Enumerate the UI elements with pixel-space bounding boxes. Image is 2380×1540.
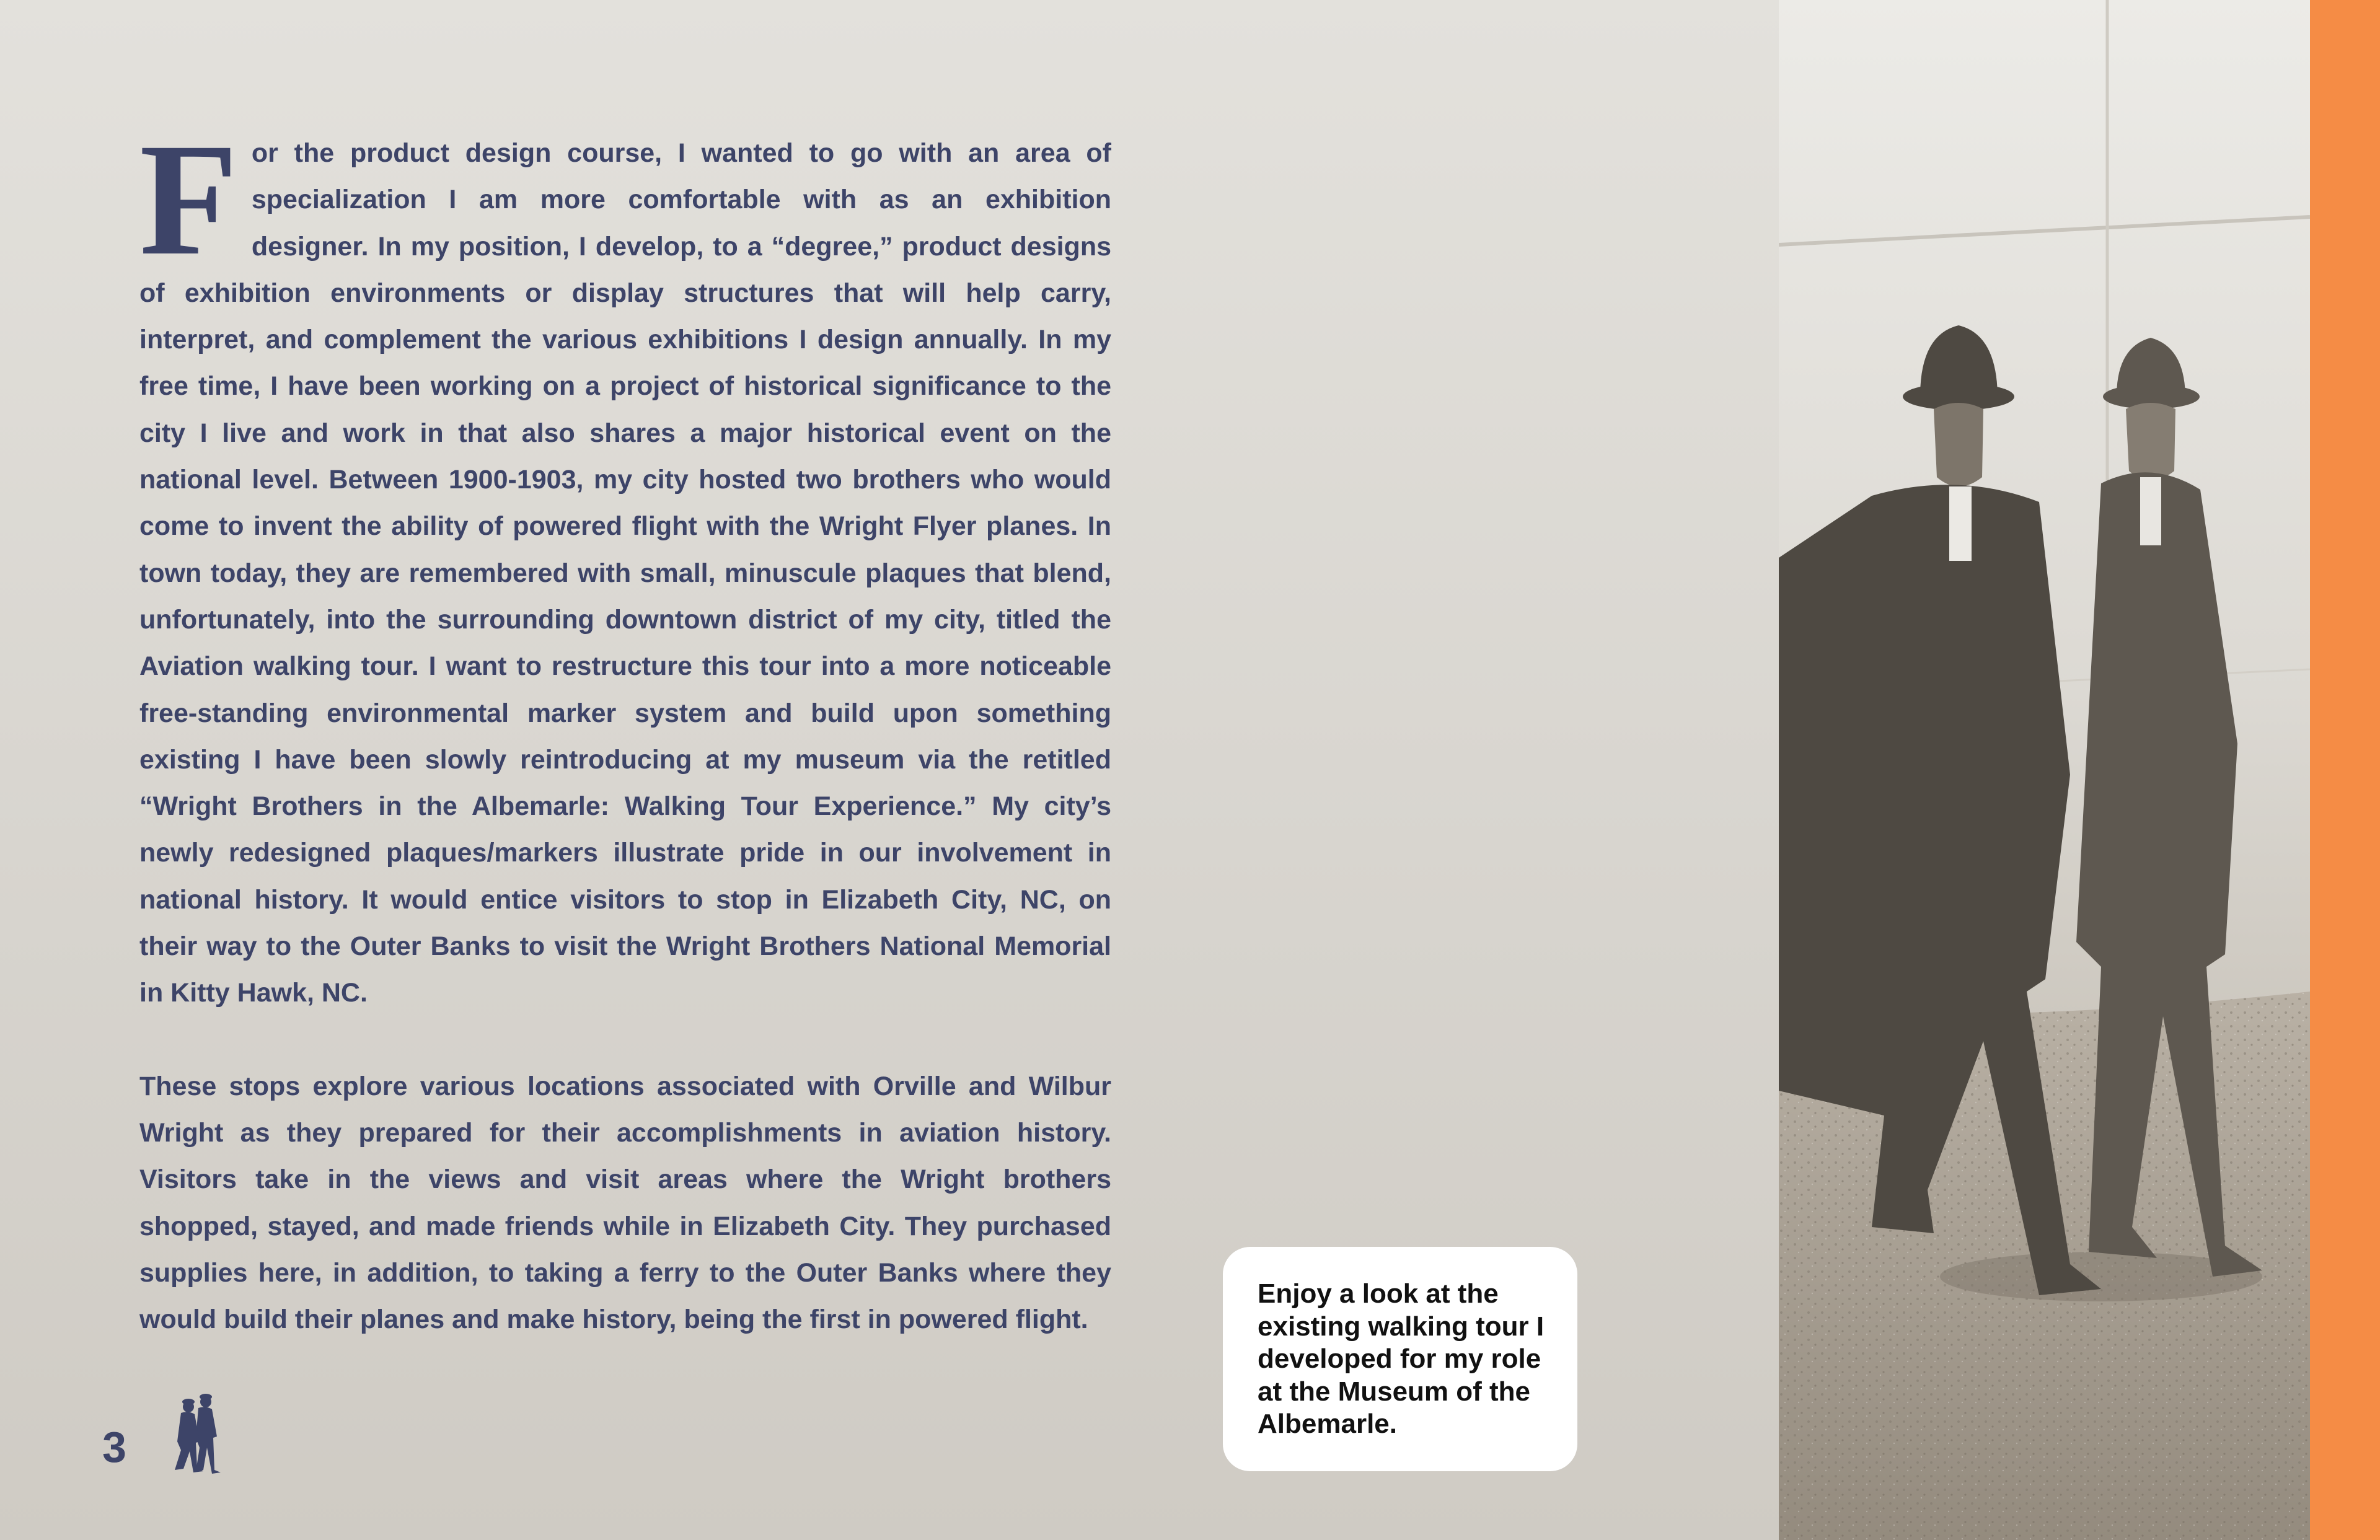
accent-bar <box>2310 0 2380 1540</box>
walking-men-icon <box>167 1388 229 1475</box>
page-number: 3 <box>102 1423 126 1471</box>
callout-box <box>1223 1247 1577 1471</box>
paragraph-1 <box>139 110 1111 1017</box>
drop-cap: F <box>139 110 238 289</box>
wright-brothers-photo <box>1779 0 2310 1540</box>
paragraph-1-text: or the product design course, I wanted to go with an area of specialization I am more comfortable with as an exhibition designer. In my position, I develop, to a “degree,” product designs of exhibition environments or display structures that will help carry, interpret, and complement the various exhibitions I design annually. In my free time, I have been working on a project of historical significance to the city I live and work in that also shares a major historical event on the national level. Between 1900-1903, my city hosted two brothers who would come to invent the ability of powered flight with the Wright Flyer planes. In town today, they are remembered with small, minuscule plaques that blend, unfortunately, into the surrounding downtown district of my city, titled the Aviation walking tour. I want to restructure this tour into a more noticeable free-standing environmental marker system and build upon something existing I have been slowly reintroducing at my museum via the retitled “Wright Brothers in the Albemarle: Walking Tour Experience.” My city’s newly redesigned plaques/markers illustrate pride in our involvement in national history. It would entice visitors to stop in Elizabeth City, NC, on their way to the Outer Banks to visit the Wright Brothers National Memorial in Kitty Hawk, NC. <box>139 138 1111 1008</box>
paragraph-2: These stops explore various locations associated with Orville and Wilbur Wright as they prepared for their accomplishments in aviation history. Visitors take in the views and visit areas where the Wright brothers shopped, stayed, and made friends while in Elizabeth City. They purchased supplies here, in addition, to taking a ferry to the Outer Banks where they would build their planes and make history, being the first in powered flight. <box>139 1071 1111 1335</box>
callout-text: Enjoy a look at the existing walking tour I developed for my role at the Museum of the Albemarle. <box>1258 1278 1545 1439</box>
article-body <box>139 110 1111 1343</box>
paragraph-spacer <box>139 1017 1111 1063</box>
